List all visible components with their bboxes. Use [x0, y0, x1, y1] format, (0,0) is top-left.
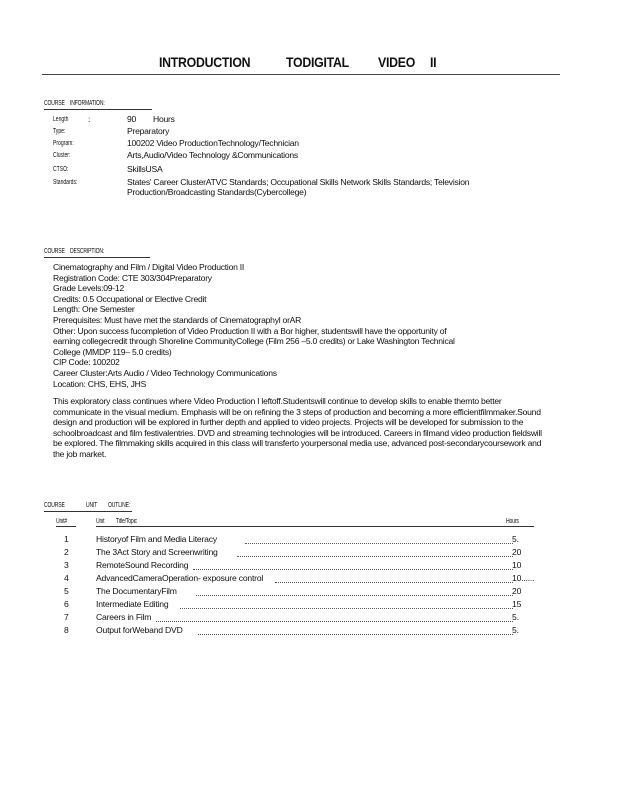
unit-title: Historyof Film and Media Literacy — [96, 534, 217, 544]
col-unit: Unit — [96, 518, 105, 525]
course-desc-underline — [44, 257, 150, 258]
col-hours-underline — [506, 526, 534, 527]
unit-title: Intermediate Editing — [96, 599, 169, 609]
length-colon: : — [88, 114, 91, 124]
length-unit: Hours — [153, 114, 175, 124]
unit-title: Output forWeband DVD — [96, 625, 183, 635]
col-unit-num-underline — [56, 526, 76, 527]
table-row — [0, 599, 618, 611]
unit-title: Careers in Film — [96, 612, 152, 622]
unit-number: 8 — [64, 625, 69, 635]
table-row — [0, 573, 618, 585]
standards-line2: Production/Broadcasting Standards(Cybercollege) — [127, 187, 307, 197]
course-info-header-left: COURSE — [44, 100, 65, 107]
title-word-introduction: INTRODUCTION — [159, 54, 251, 70]
unit-outline-underline — [44, 511, 132, 512]
standards-line1: States' Career ClusterATVC Standards; Occupational Skills Network Skills Standards; Television — [127, 177, 470, 187]
desc-line: Other: Upon success fucompletion of Video Production II with a Bor higher, studentswill have the opportunity of — [53, 325, 447, 336]
unit-hours: 10 — [512, 560, 522, 570]
desc-line: Prerequisites: Must have met the standards of Cinematographyl orAR — [53, 314, 302, 325]
unit-hours: 5. — [512, 612, 519, 622]
unit-hours: 10...... — [512, 573, 535, 583]
unit-hours: 5. — [512, 534, 519, 544]
unit-outline-header-left: COURSE — [44, 502, 65, 509]
desc-line: Career Cluster:Arts Audio / Video Technology Communications — [53, 367, 277, 378]
ctso-value: SkillsUSA — [127, 164, 163, 174]
dot-leader — [156, 621, 513, 622]
dot-leader — [196, 595, 513, 596]
dot-leader — [180, 608, 513, 609]
title-rule — [42, 74, 560, 75]
program-value: 100202 Video ProductionTechnology/Technician — [127, 138, 299, 148]
title-word-todigital: TODIGITAL — [286, 54, 349, 70]
dot-leader — [245, 543, 513, 544]
unit-number: 7 — [64, 612, 69, 622]
course-desc-paragraph: This exploratory class continues where Video Production I leftoff.Studentswill continue to develop skills to enable themto better communicate in the visual medium. Emphasis will be on refining the 3 steps of production and becoming a more efficientfilmmaker.Sound design and production will be explored in further depth and applied to video projects. Projects will be developed for submission to the schoolbroadcast and film festivalentries. DVD and streaming technologies will be introduced. Careers in filmand video production fieldswill be explored. The filmmaking skills acquired in this class will transferto yourpersonal media use, advanced post-secondarycoursework and the job market. — [53, 396, 542, 459]
course-desc-header-right: DESCRIPTION: — [70, 248, 105, 255]
dot-leader — [198, 634, 513, 635]
length-label: Length — [53, 116, 69, 123]
cluster-value: Arts,Audio/Video Technology &Communications — [127, 150, 298, 160]
unit-number: 4 — [64, 573, 69, 583]
unit-outline-header-mid: UNIT — [86, 502, 98, 509]
unit-hours: 5. — [512, 625, 519, 635]
unit-hours: 20 — [512, 586, 522, 596]
length-value: 90 — [127, 114, 137, 124]
unit-title: AdvancedCameraOperation- exposure control — [96, 573, 264, 583]
desc-line: Length: One Semester — [53, 304, 135, 315]
unit-number: 2 — [64, 547, 69, 557]
cluster-label: Cluster: — [53, 152, 71, 159]
table-row — [0, 534, 618, 546]
type-label: Type: — [53, 128, 66, 135]
table-row — [0, 625, 618, 637]
desc-line: earning collegecredit through Shoreline CommunityCollege (Film 256 –5.0 credits) or Lake Washington Technical — [53, 336, 455, 347]
desc-line: College (MMDP 119– 5.0 credits) — [53, 346, 172, 357]
unit-number: 6 — [64, 599, 69, 609]
unit-number: 1 — [64, 534, 69, 544]
desc-line: Credits: 0.5 Occupational or Elective Credit — [53, 293, 207, 304]
unit-hours: 15 — [512, 599, 522, 609]
desc-line: CIP Code: 100202 — [53, 357, 120, 368]
unit-hours: 20 — [512, 547, 522, 557]
course-info-header-right: INFORMATION: — [70, 100, 105, 107]
unit-outline-header-right: OUTLINE: — [108, 502, 131, 509]
unit-title: RemoteSound Recording — [96, 560, 189, 570]
desc-line: Location: CHS, EHS, JHS — [53, 378, 147, 389]
unit-number: 3 — [64, 560, 69, 570]
unit-title: The DocumentaryFilm — [96, 586, 177, 596]
unit-title: The 3Act Story and Screenwriting — [96, 547, 218, 557]
dot-leader — [193, 569, 513, 570]
table-row — [0, 560, 618, 572]
col-title-underline — [96, 526, 516, 527]
col-title: Title/Topic — [116, 518, 137, 525]
table-row — [0, 586, 618, 598]
course-info-underline — [44, 109, 152, 110]
type-value: Preparatory — [127, 126, 170, 136]
table-row — [0, 612, 618, 624]
col-unit-num: Unit# — [56, 518, 68, 525]
dot-leader — [275, 582, 513, 583]
col-hours: Hours — [506, 518, 519, 525]
standards-label: Standards: — [53, 179, 78, 186]
desc-line: Cinematography and Film / Digital Video Production II — [53, 262, 245, 272]
dot-leader — [237, 556, 513, 557]
unit-number: 5 — [64, 586, 69, 596]
title-word-video: VIDEO — [378, 54, 416, 70]
ctso-label: CTSO: — [53, 166, 69, 173]
course-desc-header-left: COURSE — [44, 248, 65, 255]
desc-line: Grade Levels:09-12 — [53, 283, 124, 294]
desc-line: Registration Code: CTE 303/304Preparatory — [53, 272, 212, 283]
title-word-ii: II — [430, 54, 437, 70]
table-row — [0, 547, 618, 559]
program-label: Program: — [53, 140, 74, 147]
course-desc-lines — [53, 262, 455, 389]
